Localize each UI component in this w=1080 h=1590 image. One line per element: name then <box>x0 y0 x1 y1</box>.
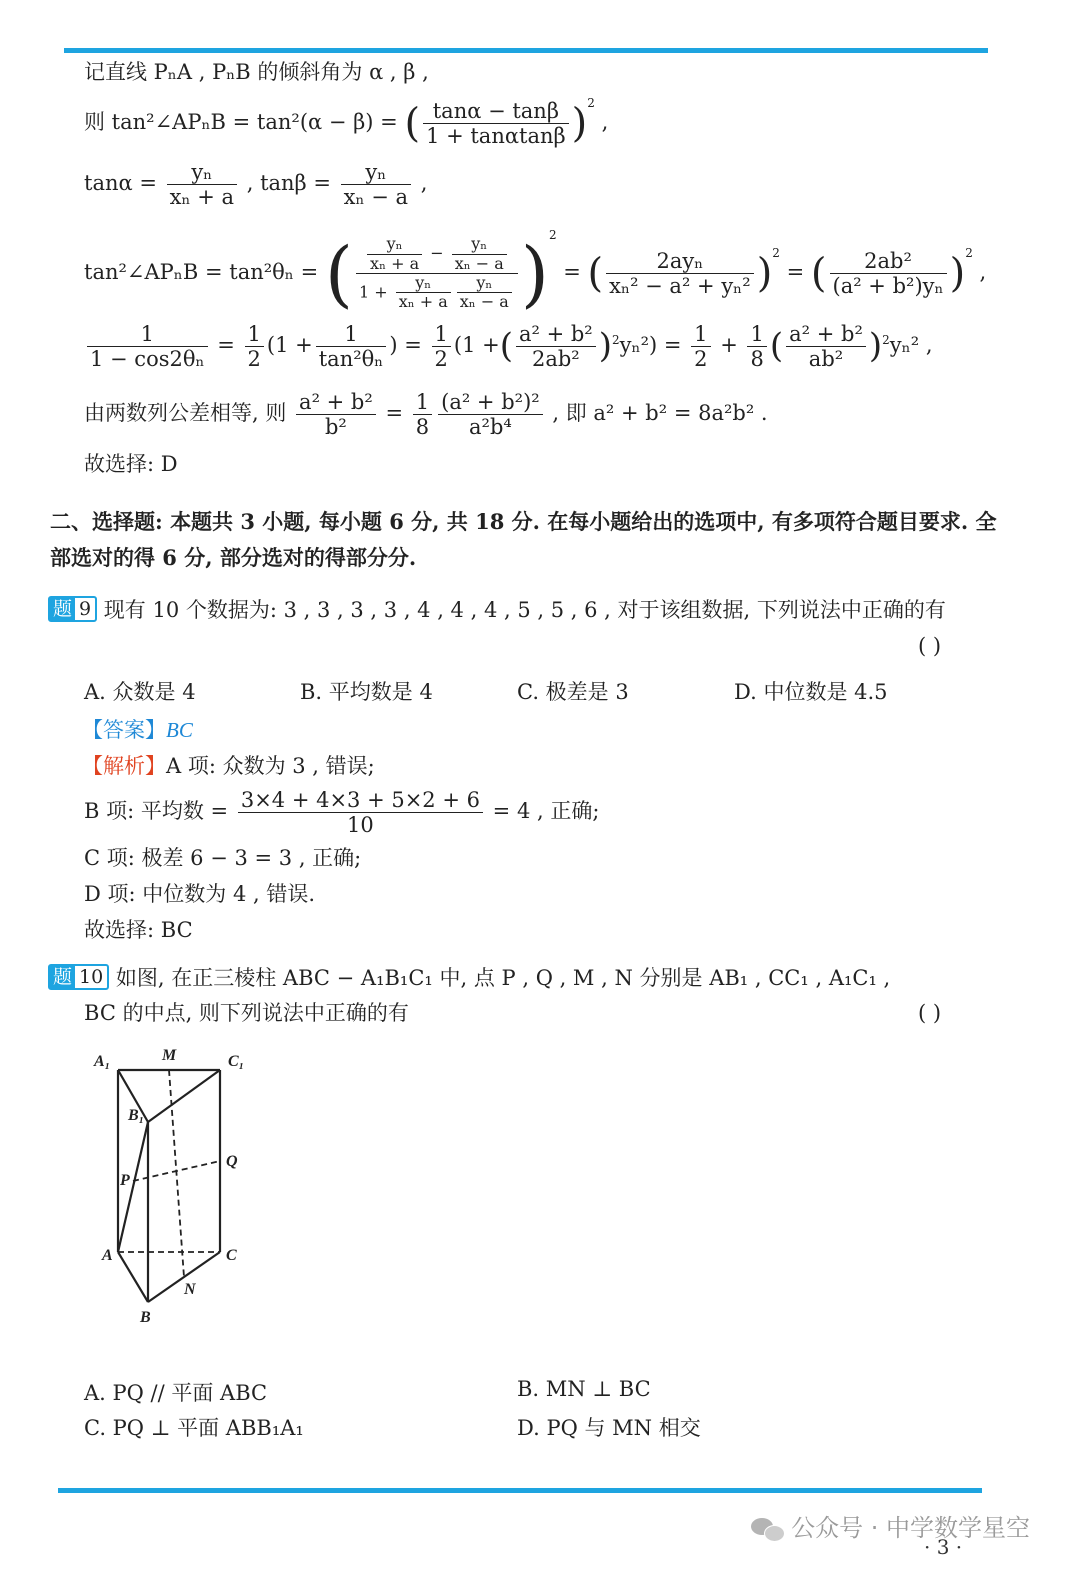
label-n: N <box>184 1281 196 1298</box>
q9-answer: 【答案】BC <box>82 718 193 742</box>
solution-line-7: 故选择: D <box>84 452 178 476</box>
solution-line-2: 则 tan²∠APₙB = tan²(α − β) = ( $\frac{\tan\alpha - \tan\beta}{1 + \tan\alpha\tan\beta}$ )$^2$ , <box>84 96 609 148</box>
section-2-heading: 二、选择题: 本题共 3 小题, 每小题 6 分, 共 18 分. 在每小题给出的选项中, 有多项符合题目要求. 全部选对的得 6 分, 部分选对的得部分分. <box>50 509 997 570</box>
label-b: B <box>140 1309 151 1326</box>
solution-line-1: 记直线 PₙA , PₙB 的倾斜角为 α , β , <box>84 60 429 84</box>
q10-option-a: A. PQ // 平面 ABC <box>84 1381 268 1405</box>
label-q: Q <box>226 1153 238 1170</box>
q10-option-d: D. PQ 与 MN 相交 <box>517 1416 701 1440</box>
solution-line-4: tan²∠APₙB = tan²θₙ = ( $\frac{\text{yₙ}}{\text{xₙ + a}}$ − $\frac{\text{yₙ}}{\text{xₙ − a}}$ 1 + $\frac{\text{yₙ}}{\text{xₙ + a}}$ $\frac{\text{yₙ}}{\text{xₙ − a}}$ )$^2$ = ( $\frac{\text{2ayₙ}}{\text{xₙ² − a² + yₙ²}}$ )$^2$ = ( $\frac{\text{2ab²}}{\text{(a² + b²)yₙ}}$ )$^2$ , <box>84 228 987 316</box>
q9-option-a: A. 众数是 4 <box>84 680 196 704</box>
q9-analysis-a: 【解析】A 项: 众数为 3 , 错误; <box>82 754 375 778</box>
question-9-tag: 题 9 <box>48 596 97 622</box>
question-10-stem-1: 题 10 如图, 在正三棱柱 ABC − A₁B₁C₁ 中, 点 P , Q , M , N 分别是 AB₁ , CC₁ , A₁C₁ , <box>48 964 890 991</box>
question-9-answer-bracket: ( ) <box>918 634 942 658</box>
wechat-watermark: 公众号 · 中学数学星空 <box>751 1508 1030 1543</box>
label-c: C <box>226 1247 237 1264</box>
edge-b1-c1 <box>148 1070 220 1122</box>
q9-option-b: B. 平均数是 4 <box>300 680 433 704</box>
page-number: · 3 · <box>924 1535 963 1559</box>
q9-option-c: C. 极差是 3 <box>517 680 629 704</box>
bottom-rule <box>58 1488 982 1493</box>
top-rule <box>64 48 988 53</box>
solution-line-6: 由两数列公差相等, 则 $\frac{\text{a² + b²}}{\text{b²}}$ = $\frac{1}{8}$ $\frac{\text{(a² + b²)²}}{\text{a²b⁴}}$ , 即 a² + b² = 8a²b² . <box>84 390 768 440</box>
label-a: A <box>102 1247 113 1264</box>
solution-line-5: $\frac{1}{\text{1 − cos2θₙ}}$ = $\frac{1}{2}$ (1 + $\frac{1}{\text{tan²θₙ}}$ ) = $\frac{1}{2}$ (1 +( $\frac{\text{a² + b²}}{\text{2ab²}}$ )$^2$yₙ²) = $\frac{1}{2}$ + $\frac{1}{8}$ ( $\frac{\text{a² + b²}}{\text{ab²}}$ )$^2$yₙ² , <box>84 322 933 371</box>
question-9-stem: 题 9 现有 10 个数据为: 3 , 3 , 3 , 3 , 4 , 4 , 4 , 5 , 5 , 6 , 对于该组数据, 下列说法中正确的有 <box>48 596 946 623</box>
q10-option-c: C. PQ ⊥ 平面 ABB₁A₁ <box>84 1416 304 1440</box>
label-p: P <box>120 1172 130 1189</box>
solution-line-3: tanα = $\frac{\text{yₙ}}{\text{xₙ + a}}$ , tanβ = $\frac{\text{yₙ}}{\text{xₙ − a}}$ , <box>84 160 428 210</box>
prism-figure <box>90 1040 260 1330</box>
question-10-answer-bracket: ( ) <box>918 1001 942 1025</box>
edge-a-b <box>118 1252 148 1302</box>
wechat-icon <box>751 1516 785 1540</box>
q9-analysis-d: D 项: 中位数为 4 , 错误. <box>84 882 315 906</box>
q9-analysis-b: B 项: 平均数 = $\frac{3\times 4 + 4\times 3 + 5\times 2 + 6}{10}$ = 4 , 正确; <box>84 788 600 838</box>
q9-analysis-c: C 项: 极差 6 − 3 = 3 , 正确; <box>84 846 362 870</box>
label-a1: A₁ <box>94 1053 111 1070</box>
label-b1: B₁ <box>128 1107 145 1124</box>
q9-option-d: D. 中位数是 4.5 <box>734 680 888 704</box>
q10-option-b: B. MN ⊥ BC <box>517 1377 651 1401</box>
question-10-tag: 题 10 <box>48 964 109 990</box>
q9-conclusion: 故选择: BC <box>84 918 193 942</box>
label-c1: C₁ <box>228 1053 245 1070</box>
label-m: M <box>162 1047 177 1064</box>
question-10-stem-2: BC 的中点, 则下列说法中正确的有 <box>84 1001 409 1025</box>
